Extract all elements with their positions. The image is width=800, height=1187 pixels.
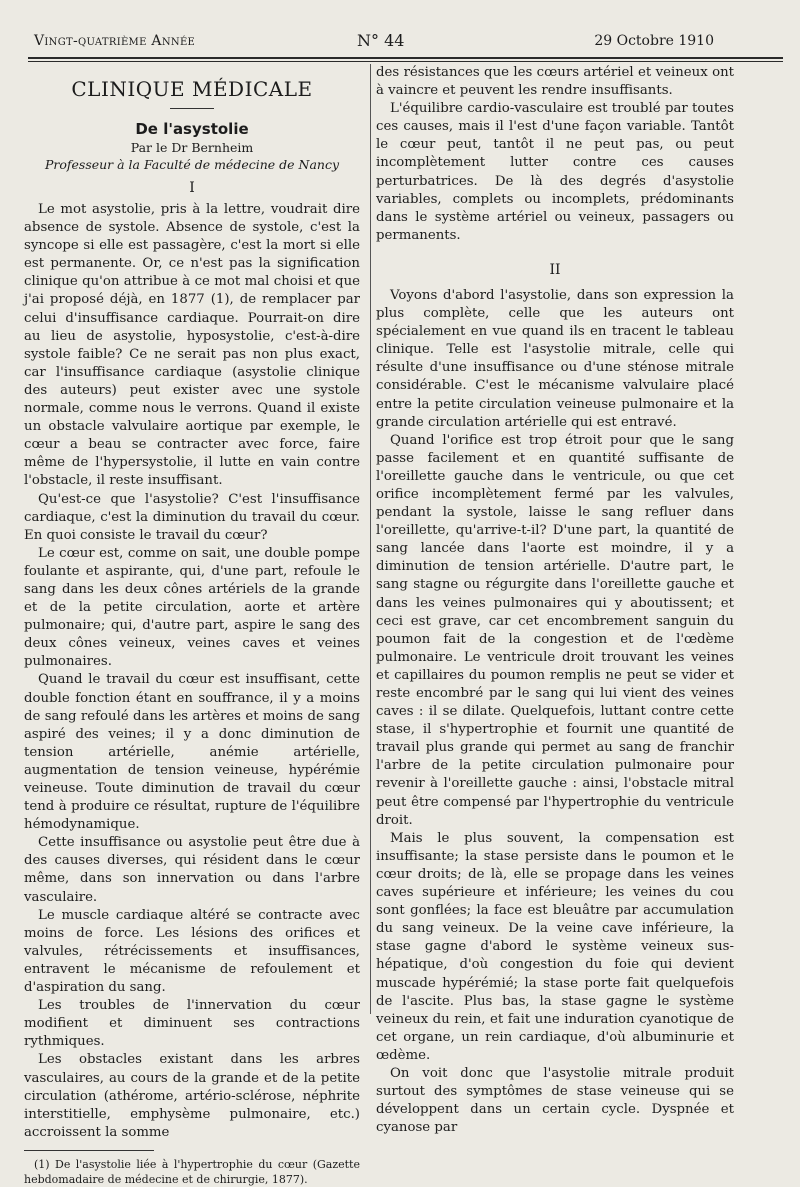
- paragraph: Les troubles de l'innervation du cœur modifient et diminuent ses contractions rythmiques.: [24, 998, 360, 1050]
- issue-date: 29 Octobre 1910: [594, 33, 714, 49]
- paragraph: Le muscle cardiaque altéré se contracte avec moins de force. Les lésions des orifices et valvules, rétrécissements et insuffisances, entravent le mécanisme de refoulement et d'aspiration du sang.: [24, 907, 360, 996]
- paragraph: Qu'est-ce que l'asystolie? C'est l'insuffisance cardiaque, c'est la diminution du travail du cœur. En quoi consiste le travail du cœur?: [24, 491, 360, 543]
- section-title: CLINIQUE MÉDICALE: [71, 77, 313, 101]
- part-heading-2: II: [549, 261, 561, 278]
- paragraph: L'équilibre cardio-vasculaire est troublé par toutes ces causes, mais il l'est d'une façon variable. Tantôt le cœur peut, tantôt il ne peut pas, ou peut incomplètement lutter contre ces causes perturbatrices. De là des degrés d'asystolie variables, complets ou incomplets, prédominants dans le système artériel ou veineux, passagers ou permanents.: [376, 101, 734, 243]
- header-rule: [28, 57, 783, 59]
- part-heading-1: I: [189, 180, 195, 196]
- issue-number: N° 44: [357, 31, 405, 50]
- article-title: De l'asystolie: [135, 120, 249, 138]
- paragraph: Le cœur est, comme on sait, une double pompe foulante et aspirante, qui, d'une part, refoule le sang dans les deux cônes artériels de la grande et de la petite circulation, aorte et artère pulmonaire; qui, d'autre part, aspire le sang des deux cônes veineux, veines caves et veines pulmonaires.: [24, 545, 360, 670]
- footnote: (1) De l'asystolie liée à l'hypertrophie du cœur (Gazette hebdomadaire de médecine et de chirurgie, 1877).: [24, 1157, 360, 1186]
- title-divider: [170, 108, 214, 109]
- right-column: [376, 64, 734, 1136]
- paragraph: Cette insuffisance ou asystolie peut être due à des causes diverses, qui résident dans le cœur même, dans son innervation ou dans l'arbre vasculaire.: [24, 835, 360, 905]
- header-rule-thin: [28, 61, 783, 62]
- article-author: Par le Dr Bernheim: [130, 140, 254, 155]
- running-header-year: Vingt-quatrième Année: [34, 33, 196, 49]
- paragraph: Voyons d'abord l'asystolie, dans son expression la plus complète, celle que les auteurs ont spécialement en vue quand ils en tracent le tableau clinique. Telle est l'asystolie mitrale, celle qui résulte d'une insuffisance ou d'une sténose mitrale considérable. C'est le mécanisme valvulaire placé entre la petite circulation veineuse pulmonaire et la grande circulation artérielle qui est entravé.: [376, 287, 734, 430]
- left-column: [24, 64, 360, 1186]
- author-affiliation: Professeur à la Faculté de médecine de Nancy: [44, 157, 340, 172]
- paragraph: Le mot asystolie, pris à la lettre, voudrait dire absence de systole. Absence de systole, c'est la syncope si elle est passagère, c'est la mort si elle est permanente. Or, ce n'est pas la signification clinique qu'on attribue à ce mot mal choisi et que j'ai proposé déjà, en 1877 (1), de remplacer par celui d'insuffisance cardiaque. Pourrait-on dire au lieu de asystolie, hyposystolie, c'est-à-dire systole faible? Ce ne serait pas non plus exact, car l'insuffisance cardiaque (asystolie clinique des auteurs) peut exister avec une systole normale, comme nous le verrons. Quand il existe un obstacle valvulaire aortique par exemple, le cœur a beau se contracter avec force, faire même de l'hypersystolie, il lutte en vain contre l'obstacle, il reste insuffisant.: [24, 202, 360, 489]
- paragraph: Quand le travail du cœur est insuffisant, cette double fonction étant en souffrance, il y a moins de sang refoulé dans les artères et moins de sang aspiré des veines; il y a donc diminution de tension artérielle, anémie artérielle, augmentation de tension veineuse, hypérémie veineuse. Toute diminution de travail du cœur tend à produire ce résultat, rupture de l'équilibre hémodynamique.: [24, 672, 360, 833]
- footnote-rule: [24, 1150, 154, 1151]
- paragraph: Mais le plus souvent, la compensation est insuffisante; la stase persiste dans le poumon et le cœur droits; de là, elle se propage dans les veines caves supérieure et inférieure; les veines du cou sont gonflées; la face est bleuâtre par accumulation du sang veineux. De la veine cave inférieure, la stase gagne d'abord le système veineux sus-hépatique, d'où congestion du foie qui devient muscade hypérémié; la stase porte fait quelquefois de l'ascite. Plus bas, la stase gagne le système veineux du rein, et fait une induration cyanotique de cet organe, un rein cardiaque, d'où albuminurie et œdème.: [376, 830, 734, 1063]
- column-separator: [370, 64, 371, 1014]
- paragraph: Quand l'orifice est trop étroit pour que le sang passe facilement et en quantité suffisante de l'oreillette gauche dans le ventricule, ou que cet orifice incomplètement fermé par les valvules, pendant la systole, laisse le sang refluer dans l'oreillette, qu'arrive-t-il? D'une part, la quantité de sang lancée dans l'aorte est moindre, il y a diminution de tension artérielle. D'autre part, le sang stagne ou régurgite dans l'oreillette gauche et dans les veines pulmonaires qui y aboutissent; et ceci est grave, car cet encombrement sanguin du poumon fait de la congestion et de l'œdème pulmonaire. Le ventricule droit trouvant les veines et capillaires du poumon remplis ne peut se vider et reste encombré par le sang qui lui vient des veines caves : il se dilate. Quelquefois, luttant contre cette stase, il s'hypertrophie et fournit une quantité de travail plus grande qui permet au sang de franchir l'arbre de la petite circulation pulmonaire pour revenir à l'oreillette gauche : ainsi, l'obstacle mitral peut être compensé par l'hypertrophie du ventricule droit.: [376, 432, 734, 828]
- paragraph: Les obstacles existant dans les arbres vasculaires, au cours de la grande et de la petite circulation (athérome, artério-sclérose, néphrite interstitielle, emphysème pulmonaire, etc.) accroissent la somme: [24, 1052, 360, 1140]
- paragraph: On voit donc que l'asystolie mitrale produit surtout des symptômes de stase veineuse qui se développent dans un certain cycle. Dyspnée et cyanose par: [376, 1065, 734, 1136]
- paragraph: des résistances que les cœurs artériel et veineux ont à vaincre et peuvent les rendre insuffisants.: [376, 65, 734, 99]
